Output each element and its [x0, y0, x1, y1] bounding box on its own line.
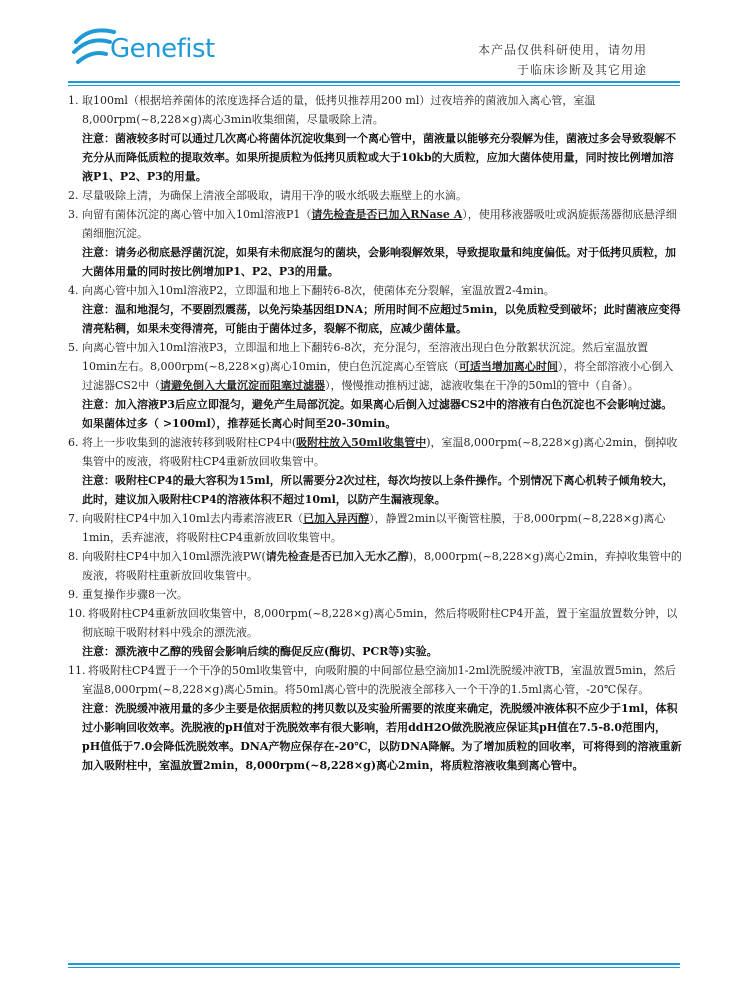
page-header	[0, 0, 745, 90]
step-10: 10. 将吸附柱CP4重新放回收集管中，8,000rpm(~8,228×g)离心5min，然后将吸附柱CP4开盖，置于室温放置数分钟，以彻底晾干吸附材料中残余的漂洗液。	[68, 607, 678, 639]
step-11: 11. 将吸附柱CP4置于一个干净的50ml收集管中，向吸附膜的中间部位悬空滴加1-2ml洗脱缓冲液TB，室温放置5min，然后室温8,000rpm(~8,228×g)离心5min。将50ml离心管中的洗脱液全部移入一个干净的1.5ml离心管，-20℃保存。	[68, 664, 676, 696]
step-4-note: 注意：温和地混匀，不要剧烈震荡，以免污染基因组DNA；所用时间不应超过5min，以免质粒受到破坏；此时菌液应变得清亮粘稠，如果未变得清亮，可能由于菌体过多，裂解不彻底，应减少菌体量。	[82, 303, 681, 335]
step-3: 3. 向留有菌体沉淀的离心管中加入10ml溶液P1（请先检查是否已加入RNase A），使用移液器吸吐或涡旋振荡器彻底悬浮细菌细胞沉淀。	[68, 208, 677, 240]
step-text: 将吸附柱CP4置于一个干净的50ml收集管中，向吸附膜的中间部位悬空滴加1-2ml洗脱缓冲液TB，室温放置5min，然后室温8,000rpm(~8,228×g)离心5min。将50ml离心管中的洗脱液全部移入一个干净的1.5ml离心管，-20℃保存。	[82, 664, 676, 696]
step-1: 1. 取100ml（根据培养菌体的浓度选择合适的量，低拷贝推荐用200 ml）过夜培养的菌液加入离心管，室温8,000rpm(~8,228×g)离心3min收集细菌，尽量吸除上清。	[68, 94, 596, 126]
step-text: 将吸附柱CP4重新放回收集管中，8,000rpm(~8,228×g)离心5min，然后将吸附柱CP4开盖，置于室温放置数分钟，以彻底晾干吸附材料中残余的漂洗液。	[82, 607, 678, 639]
step-6: 6. 将上一步收集到的滤液转移到吸附柱CP4中(吸附柱放入50ml收集管中)，室温8,000rpm(~8,228×g)离心2min，倒掉收集管中的废液，将吸附柱CP4重新放回收集管中。	[68, 436, 678, 468]
notice-line-2: 于临床诊断及其它用途	[516, 63, 647, 77]
step-text: 向离心管中加入10ml溶液P2，立即温和地上下翻转6-8次，使菌体充分裂解，室温放置2-4min。	[82, 284, 555, 297]
notice-line-1: 本产品仅供科研使用，请勿用	[477, 43, 647, 57]
step-5-note: 注意：加入溶液P3后应立即混匀，避免产生局部沉淀。如果离心后倒入过滤器CS2中的溶液有白色沉淀也不会影响过滤。如果菌体过多（ >100ml），推荐延长离心时间至20-30min。	[82, 398, 673, 430]
step-6-note: 注意：吸附柱CP4的最大容积为15ml，所以需要分2次过柱，每次均按以上条件操作。个别情况下离心机转子倾角较大，此时，建议加入吸附柱CP4的溶液体积不超过10ml，以防产生漏液现象。	[82, 474, 674, 506]
brand-logo-text: Genefist	[110, 34, 215, 64]
footer-divider-thin	[68, 967, 680, 968]
emphasis-text: 可适当增加离心时间	[458, 360, 558, 373]
emphasis-text: 请避免倒入大量沉淀而阻塞过滤器	[159, 379, 325, 392]
step-2: 2. 尽量吸除上清，为确保上清液全部吸取，请用干净的吸水纸吸去瓶壁上的水滴。	[68, 189, 467, 202]
step-text: 重复操作步骤8一次。	[82, 588, 188, 601]
research-use-notice	[478, 40, 647, 80]
step-9: 9. 重复操作步骤8一次。	[68, 588, 188, 601]
step-7: 7. 向吸附柱CP4中加入10ml去内毒素溶液ER（已加入异丙醇），静置2min以平衡管柱膜，于8,000rpm(~8,228×g)离心1min，丢弃滤液，将吸附柱CP4重新放回收集管中。	[68, 512, 666, 544]
step-1-note: 注意：菌液较多时可以通过几次离心将菌体沉淀收集到一个离心管中，菌液量以能够充分裂解为佳，菌液过多会导致裂解不充分从而降低质粒的提取效率。如果所提质粒为低拷贝质粒或大于10kb的大质粒，应加大菌体使用量，同时按比例增加溶液P1、P2、P3的用量。	[82, 132, 676, 183]
step-4: 4. 向离心管中加入10ml溶液P2，立即温和地上下翻转6-8次，使菌体充分裂解，室温放置2-4min。	[68, 284, 555, 297]
step-8: 8. 向吸附柱CP4中加入10ml漂洗液PW(请先检查是否已加入无水乙醇)，8,000rpm(~8,228×g)离心2min，弃掉收集管中的废液，将吸附柱重新放回收集管中。	[68, 550, 682, 582]
step-3-note: 注意：请务必彻底悬浮菌沉淀，如果有未彻底混匀的菌块，会影响裂解效果，导致提取量和纯度偏低。对于低拷贝质粒，加大菌体用量的同时按比例增加P1、P2、P3的用量。	[82, 246, 676, 278]
emphasis-text: 吸附柱放入50ml收集管中	[296, 436, 427, 449]
emphasis-text: 已加入异丙醇	[303, 512, 370, 525]
step-10-note: 注意：漂洗液中乙醇的残留会影响后续的酶促反应(酶切、PCR等)实验。	[82, 645, 438, 658]
step-text: 取100ml（根据培养菌体的浓度选择合适的量，低拷贝推荐用200 ml）过夜培养的菌液加入离心管，室温8,000rpm(~8,228×g)离心3min收集细菌，尽量吸除上清。	[82, 94, 596, 126]
footer-divider	[68, 963, 680, 965]
step-5: 5. 向离心管中加入10ml溶液P3，立即温和地上下翻转6-8次，充分混匀，至溶液出现白色分散絮状沉淀。然后室温放置10min左右。8,000rpm(~8,228×g)离心10min，使白色沉淀离心至管底（可适当增加离心时间），将全部溶液小心倒入过滤器CS2中（请避免倒入大量沉淀而阻塞过滤器），慢慢推动推柄过滤，滤液收集在干净的50ml的管中（自备）。	[68, 341, 674, 392]
emphasis-text: 请先检查是否已加入RNase A	[311, 208, 463, 221]
step-text: 尽量吸除上清，为确保上清液全部吸取，请用干净的吸水纸吸去瓶壁上的水滴。	[82, 189, 467, 202]
protocol-steps	[68, 91, 682, 775]
header-divider-thin	[68, 85, 680, 86]
header-divider	[68, 81, 680, 83]
emphasis-text: 请先检查是否已加入无水乙醇	[265, 550, 409, 563]
step-11-note: 注意：洗脱缓冲液用量的多少主要是依据质粒的拷贝数以及实验所需要的浓度来确定，洗脱缓冲液体积不应少于1ml，体积过小影响回收效率。洗脱液的pH值对于洗脱效率有很大影响，若用ddH2O做洗脱液应保证其pH值在7.5-8.0范围内，pH值低于7.0会降低洗脱效率。DNA产物应保存在-20℃，以防DNA降解。为了增加质粒的回收率，可将得到的溶液重新加入吸附柱中，室温放置2min，8,000rpm(~8,228×g)离心2min，将质粒溶液收集到离心管中。	[82, 702, 682, 772]
